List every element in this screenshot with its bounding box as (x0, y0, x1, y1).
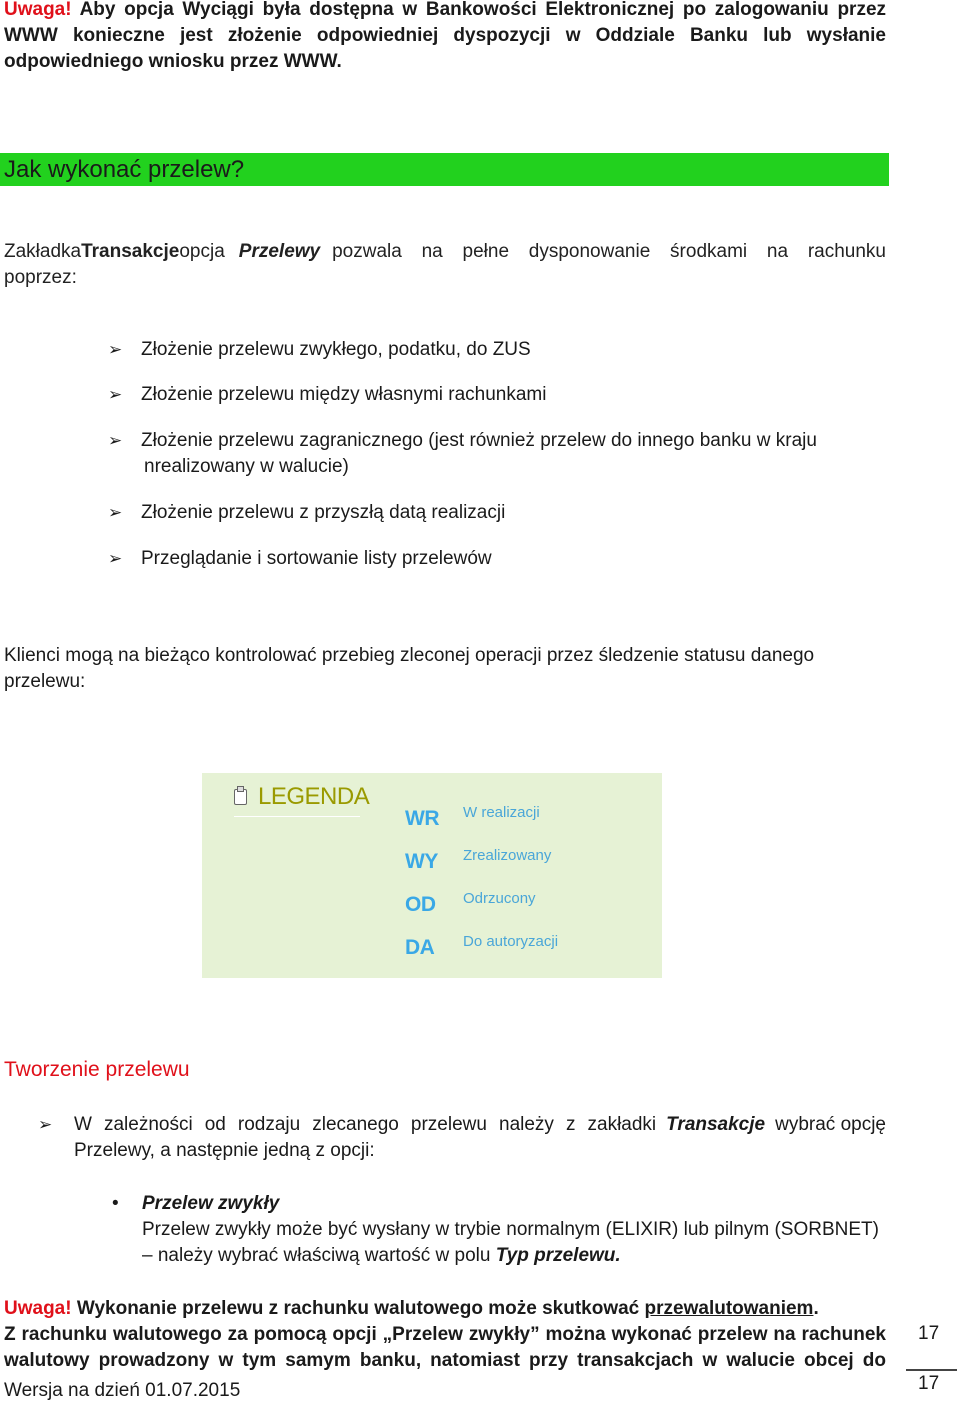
status-paragraph: Klienci mogą na bieżąco kontrolować przebieg zleconej operacji przez śledzenie statusu danego przelewu: (4, 645, 815, 692)
page-number-bottom: 17 (918, 1373, 940, 1394)
sub-option: • Przelew zwykły Przelew zwykły może być wysłany w trybie normalnym (ELIXIR) lub pilnym (SORBNET) – należy wybrać właściwą wartość w polu Typ przelewu. (112, 1193, 879, 1266)
intro-paragraph (4, 239, 886, 291)
bottom-warning: Uwaga! Wykonanie przelewu z rachunku walutowego może skutkować przewalutowaniem. Z rachunku walutowego za pomocą opcji „Przelew zwykły” można wykonać przelew na rachunek walutowy prowadzony w tym samym banku, natomiast przy transakcjach w walucie obcej do (4, 1298, 886, 1371)
top-warning (4, 0, 886, 75)
intro-word: Zakładka (4, 241, 82, 262)
intro-word: opcja (179, 241, 225, 262)
intro-przelewy: Przelewy (238, 241, 321, 262)
legend-title: LEGENDA (258, 783, 370, 810)
creation-item: ➢ W zależności od rodzaju zlecanego przelewu należy z zakładki Transakcje wybrać opcję Przelewy, a następnie jedną z opcji: (38, 1114, 886, 1161)
legend-code: DA (405, 936, 435, 959)
warning-text-line1: Aby opcja Wyciągi była dostępna w Bankowości Elektronicznej po zalogowaniu przez (79, 0, 887, 20)
page-number-top: 17 (918, 1323, 940, 1344)
arrow-bullet-icon: ➢ (108, 549, 123, 569)
warning-text-line2: WWW konieczne jest złożenie odpowiedniej dyspozycji w Oddziale Banku lub wysłanie (4, 25, 886, 46)
intro-line2: poprzez: (4, 267, 77, 288)
arrow-bullet-icon: ➢ (108, 503, 123, 523)
legend-code: WY (405, 850, 438, 873)
footer-divider (906, 1369, 957, 1371)
legend-label: Do autoryzacji (463, 933, 559, 950)
arrow-bullet-icon: ➢ (108, 431, 123, 451)
legend-code: OD (405, 893, 436, 916)
legend-label: Zrealizowany (463, 847, 552, 864)
section-title: Tworzenie przelewu (4, 1058, 190, 1081)
warning-label: Uwaga! (4, 0, 72, 20)
status-legend (202, 773, 662, 978)
section-heading: Jak wykonać przelew? (4, 156, 245, 183)
arrow-bullet-icon: ➢ (38, 1115, 53, 1135)
legend-code: WR (405, 807, 439, 830)
section-heading-bar (0, 153, 889, 186)
legend-label: W realizacji (463, 804, 540, 821)
arrow-bullet-icon: ➢ (108, 385, 123, 405)
footer-version: Wersja na dzień 01.07.2015 (4, 1378, 304, 1404)
warning-text-line3: odpowiedniego wniosku przez WWW. (4, 51, 342, 72)
legend-label: Odrzucony (463, 890, 536, 907)
clipboard-icon (234, 789, 247, 805)
bullet-dot-icon: • (112, 1193, 119, 1214)
intro-transakcje: Transakcje (81, 241, 180, 262)
arrow-bullet-icon: ➢ (108, 340, 123, 360)
legend-divider (234, 816, 360, 817)
intro-rest: pozwala na pełne dysponowanie środkami na rachunku (332, 241, 886, 262)
